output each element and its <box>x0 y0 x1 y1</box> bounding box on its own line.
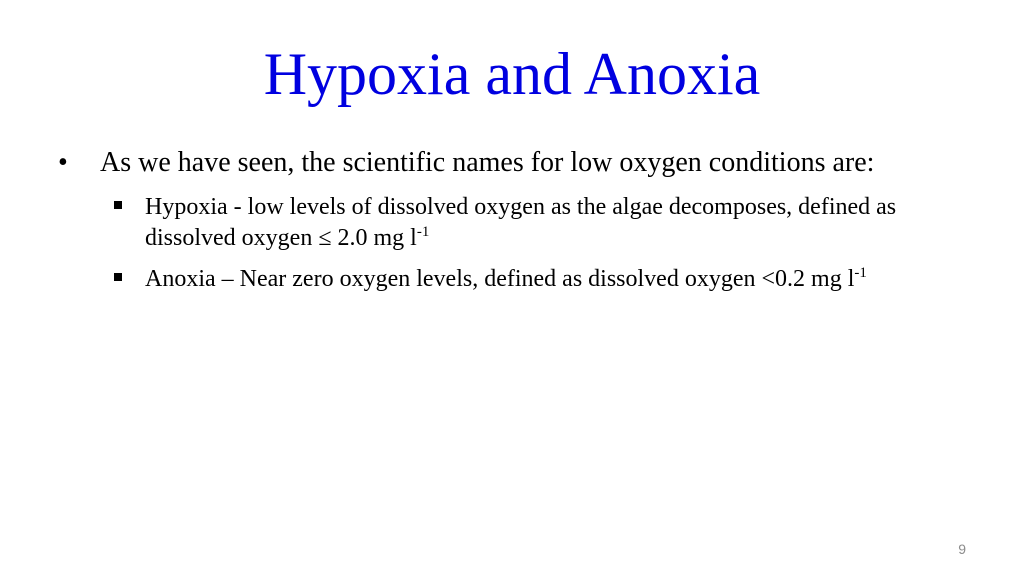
square-bullet-icon <box>114 273 122 281</box>
unit-superscript: -1 <box>416 224 430 240</box>
slide-title: Hypoxia and Anoxia <box>263 41 761 107</box>
unit-superscript: -1 <box>854 265 867 281</box>
bullet-text: As we have seen, the scientific names for low oxygen conditions are: <box>100 147 875 178</box>
sub-bullet-text: Hypoxia - low levels of dissolved oxygen as the algae decomposes, defined as dissolved oxygen ≤ 2.0 mg l <box>145 194 897 251</box>
sub-bullet-list <box>0 192 1024 295</box>
bullet-icon: • <box>58 147 68 178</box>
square-bullet-icon <box>114 201 122 209</box>
bullet-item <box>0 144 1024 182</box>
page-number: 9 <box>958 541 966 557</box>
sub-bullet-item-hypoxia <box>0 192 1024 254</box>
sub-bullet-item-anoxia <box>0 264 1024 295</box>
bullet-list <box>0 144 1024 305</box>
sub-bullet-text: Anoxia – Near zero oxygen levels, defined as dissolved oxygen <0.2 mg l <box>145 266 855 292</box>
